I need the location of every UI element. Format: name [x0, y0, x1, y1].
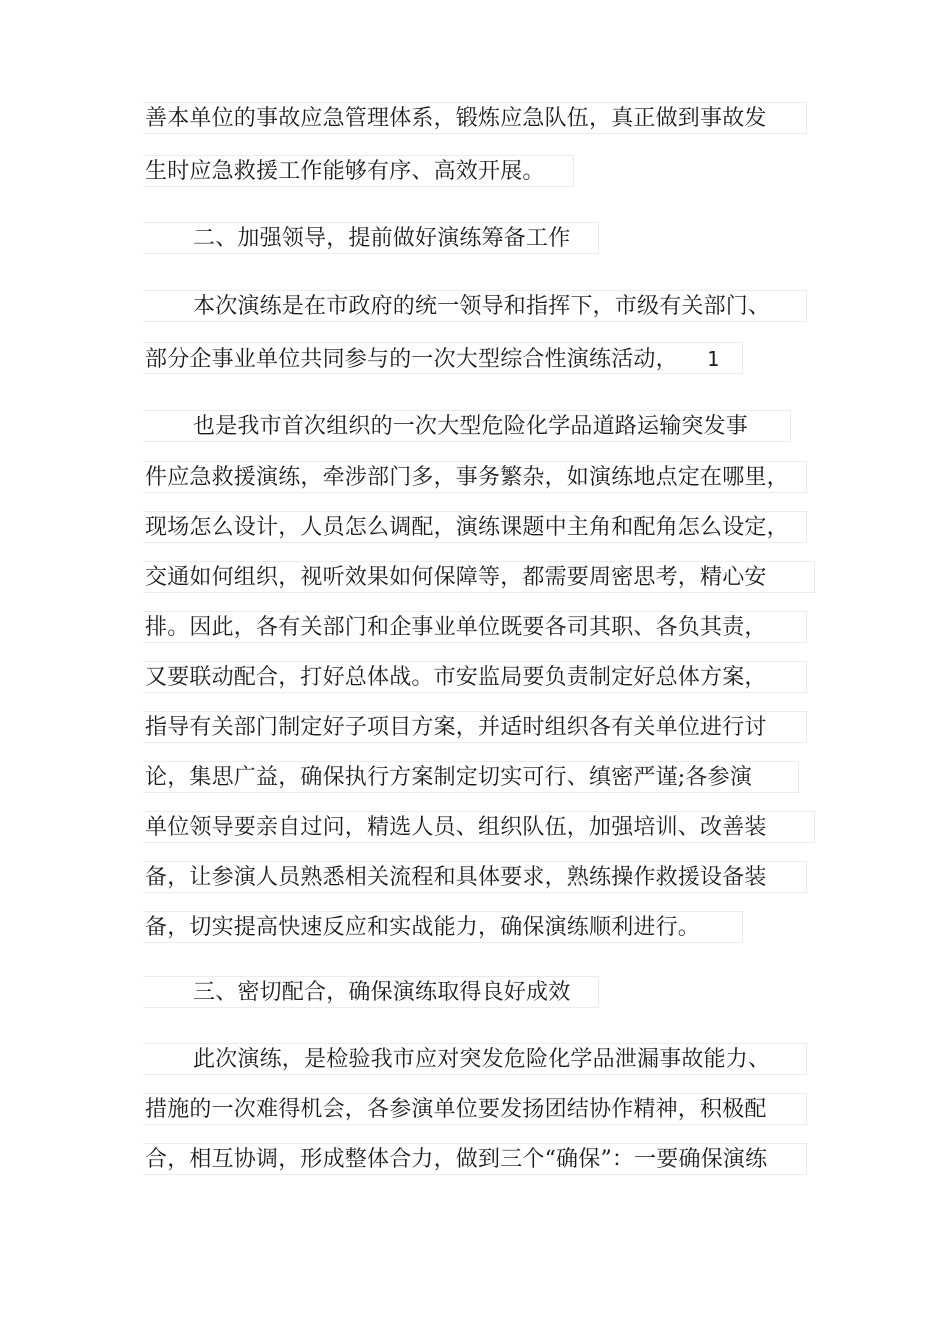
text-line: 指导有关部门制定好子项目方案，并适时组织各有关单位进行讨	[143, 711, 807, 743]
text-line: 合，相互协调，形成整体合力，做到三个“确保”：一要确保演练	[143, 1143, 807, 1175]
text-line: 现场怎么设计，人员怎么调配，演练课题中主角和配角怎么设定，	[143, 511, 807, 543]
text-line: 措施的一次难得机会，各参演单位要发扬团结协作精神，积极配	[143, 1093, 807, 1125]
text-line: 也是我市首次组织的一次大型危险化学品道路运输突发事	[143, 410, 791, 442]
text-line: 件应急救援演练，牵涉部门多，事务繁杂，如演练地点定在哪里，	[143, 461, 807, 493]
text-line: 排。因此，各有关部门和企事业单位既要各司其职、各负其责，	[143, 611, 807, 643]
text-line	[143, 342, 743, 374]
page-number: 1	[707, 347, 720, 371]
text-line: 本次演练是在市政府的统一领导和指挥下，市级有关部门、	[143, 290, 807, 322]
text-line: 备，让参演人员熟悉相关流程和具体要求，熟练操作救援设备装	[143, 861, 807, 893]
section-heading: 三、密切配合，确保演练取得良好成效	[143, 976, 599, 1008]
text-line-content: 部分企事业单位共同参与的一次大型综合性演练活动，	[145, 347, 678, 372]
text-line: 善本单位的事故应急管理体系，锻炼应急队伍，真正做到事故发	[143, 102, 807, 134]
text-line: 此次演练，是检验我市应对突发危险化学品泄漏事故能力、	[143, 1043, 807, 1075]
section-heading: 二、加强领导，提前做好演练筹备工作	[143, 222, 599, 254]
text-line: 生时应急救援工作能够有序、高效开展。	[143, 155, 574, 187]
text-line: 论，集思广益，确保执行方案制定切实可行、缜密严谨;各参演	[143, 761, 799, 793]
text-line: 单位领导要亲自过问，精选人员、组织队伍，加强培训、改善装	[143, 811, 815, 843]
text-line: 交通如何组织，视听效果如何保障等，都需要周密思考，精心安	[143, 561, 815, 593]
text-line: 备，切实提高快速反应和实战能力，确保演练顺利进行。	[143, 911, 743, 943]
text-line: 又要联动配合，打好总体战。市安监局要负责制定好总体方案，	[143, 661, 807, 693]
